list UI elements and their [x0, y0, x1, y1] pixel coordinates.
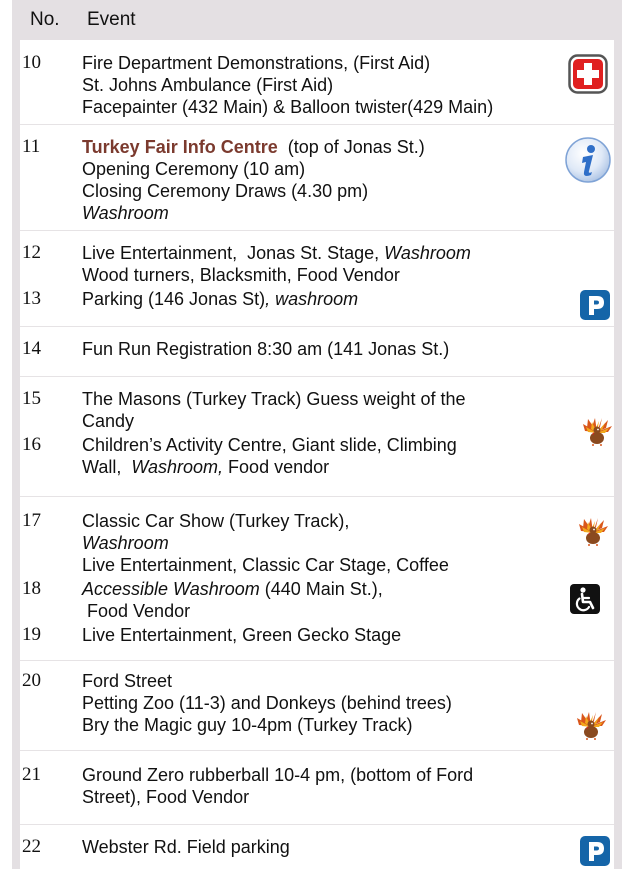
event-line: Fun Run Registration 8:30 am (141 Jonas St.) [82, 339, 450, 359]
event-line: Live Entertainment, Classic Car Stage, Coffee [82, 555, 449, 575]
event-line: The Masons (Turkey Track) Guess weight of the [82, 389, 466, 409]
row-divider [20, 124, 614, 125]
row-event [82, 510, 449, 576]
row-number: 21 [22, 764, 41, 785]
header-event: Event [87, 9, 136, 30]
event-line [82, 288, 358, 310]
event-line: Children’s Activity Centre, Giant slide, Climbing [82, 435, 457, 455]
event-line: Live Entertainment, Green Gecko Stage [82, 625, 402, 645]
event-line: Closing Ceremony Draws (4.30 pm) [82, 181, 369, 201]
row-divider [20, 750, 614, 751]
row-divider [20, 326, 614, 327]
event-text: Washroom [384, 243, 471, 263]
row-number: 22 [22, 836, 41, 857]
row-event [82, 434, 457, 478]
event-line: Facepainter (432 Main) & Balloon twister(429 Main) [82, 97, 494, 117]
event-line [82, 578, 383, 600]
event-text: Accessible Washroom [82, 579, 260, 599]
event-text: Live Entertainment, Jonas St. Stage, [82, 243, 385, 263]
event-line: Classic Car Show (Turkey Track), [82, 511, 350, 531]
event-line [82, 242, 471, 264]
event-line: Ground Zero rubberball 10-4 pm, (bottom of Ford [82, 765, 474, 785]
row-number: 12 [22, 242, 41, 263]
row-event [82, 578, 383, 622]
row-number: 16 [22, 434, 41, 455]
row-divider [20, 496, 614, 497]
row-divider [20, 824, 614, 825]
header-no: No. [30, 9, 60, 30]
info-icon [564, 136, 612, 184]
info-centre-title: Turkey Fair Info Centre [82, 137, 278, 157]
event-line: Bry the Magic guy 10-4pm (Turkey Track) [82, 715, 413, 735]
row-event [82, 338, 449, 360]
row-event [82, 242, 471, 286]
event-line: Street), Food Vendor [82, 787, 250, 807]
event-line: Wood turners, Blacksmith, Food Vendor [82, 265, 400, 285]
event-line: Washroom [82, 203, 169, 223]
row-number: 18 [22, 578, 41, 599]
event-text: (440 Main St.), [259, 579, 383, 599]
row-number: 17 [22, 510, 41, 531]
row-divider [20, 660, 614, 661]
row-number: 19 [22, 624, 41, 645]
row-number: 13 [22, 288, 41, 309]
row-event [82, 288, 358, 310]
event-line: Food Vendor [82, 601, 191, 621]
event-line: St. Johns Ambulance (First Aid) [82, 75, 334, 95]
row-event [82, 624, 401, 646]
row-event [82, 388, 465, 432]
turkey-icon [576, 518, 610, 546]
event-line: Petting Zoo (11-3) and Donkeys (behind trees) [82, 693, 452, 713]
row-divider [20, 376, 614, 377]
row-event [82, 764, 473, 808]
event-text: Food vendor [223, 457, 330, 477]
row-number: 20 [22, 670, 41, 691]
event-line [82, 456, 457, 478]
event-line: Webster Rd. Field parking [82, 837, 290, 857]
event-line: Fire Department Demonstrations, (First Aid) [82, 53, 431, 73]
event-table [12, 40, 622, 869]
row-number: 10 [22, 52, 41, 73]
row-event [82, 670, 452, 736]
event-line [82, 136, 425, 158]
event-line: Washroom [82, 533, 169, 553]
wheelchair-icon [570, 584, 600, 614]
event-line: Opening Ceremony (10 am) [82, 159, 306, 179]
row-number: 15 [22, 388, 41, 409]
row-divider [20, 230, 614, 231]
event-line: Ford Street [82, 671, 173, 691]
row-number: 11 [22, 136, 41, 157]
parking-icon [580, 836, 610, 866]
event-text: (top of Jonas St.) [277, 137, 425, 157]
event-text: Wall, [82, 457, 132, 477]
event-text: Parking (146 Jonas St) [82, 289, 266, 309]
event-text: Washroom, [131, 457, 224, 477]
first-aid-icon [568, 54, 608, 94]
table-header [12, 0, 622, 40]
event-line: Candy [82, 411, 135, 431]
row-event [82, 836, 290, 858]
event-text: , washroom [265, 289, 359, 309]
turkey-icon [580, 418, 614, 446]
turkey-icon [574, 712, 608, 740]
row-event [82, 52, 493, 118]
parking-icon [580, 290, 610, 320]
row-number: 14 [22, 338, 41, 359]
row-event [82, 136, 425, 224]
